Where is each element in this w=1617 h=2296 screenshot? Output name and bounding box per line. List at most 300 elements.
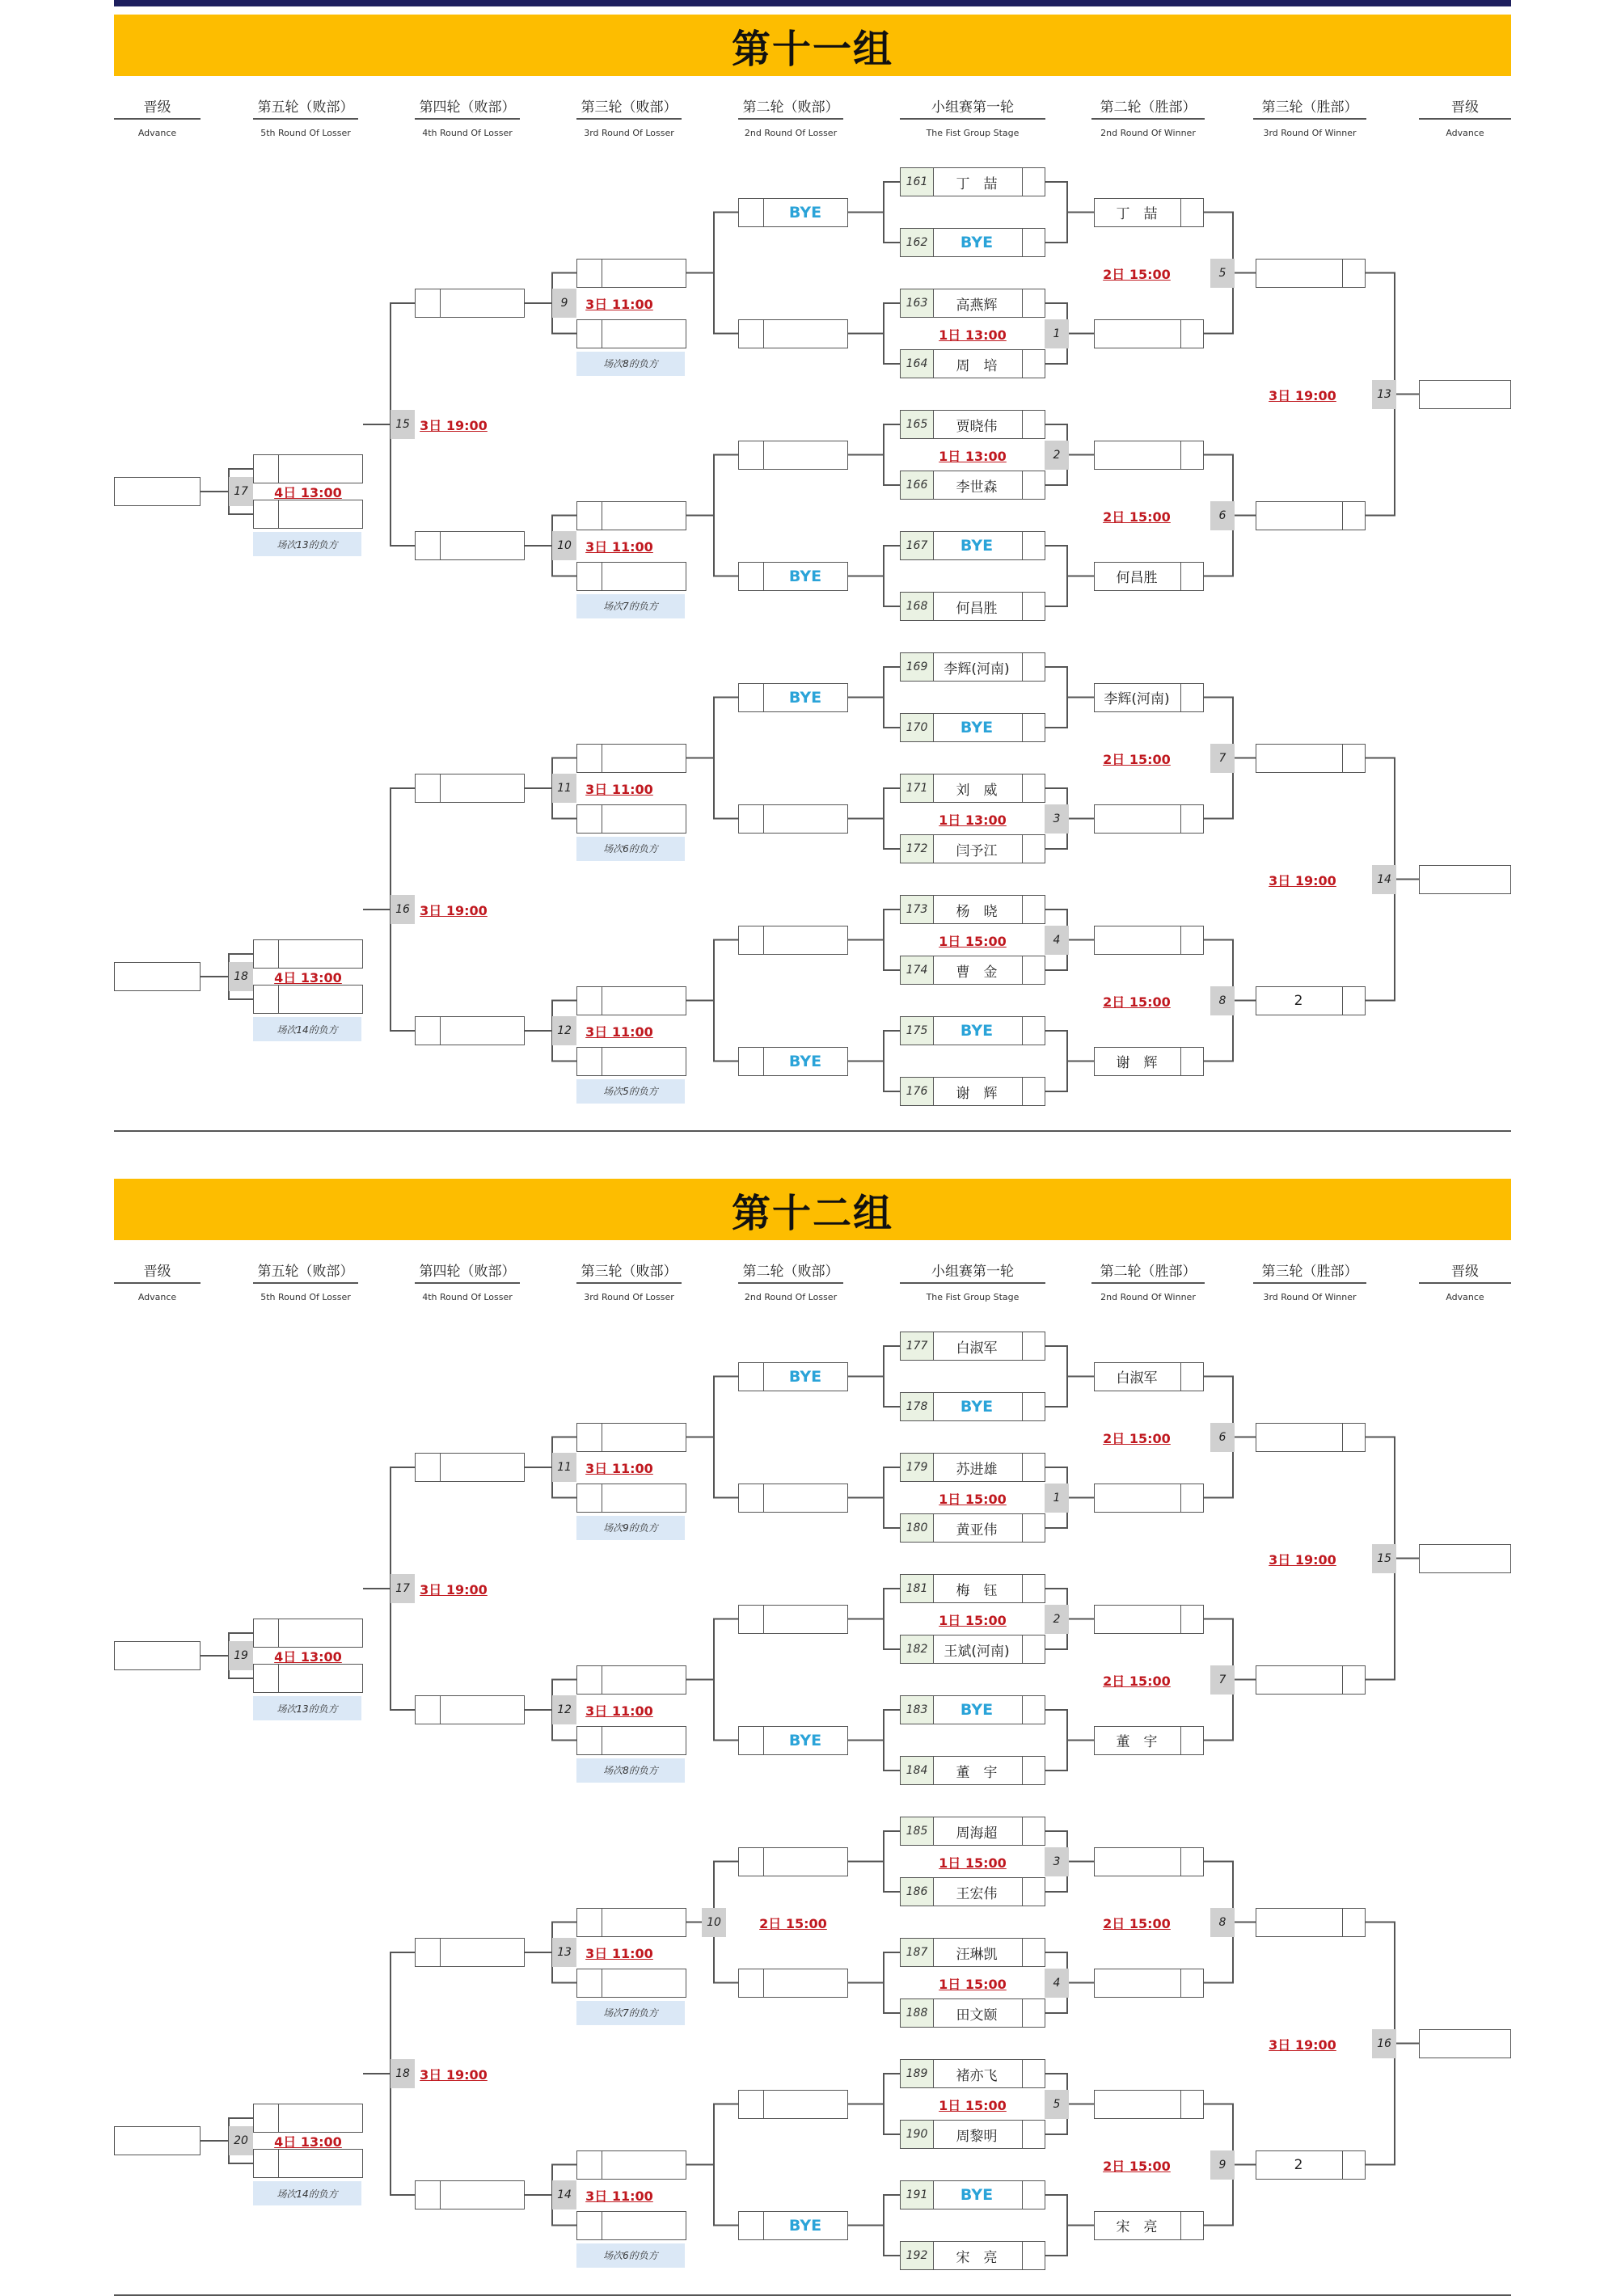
loser-r2-slot[interactable] <box>738 441 848 470</box>
match-time: 1日 15:00 <box>939 1612 1007 1628</box>
box-divider <box>1022 532 1023 559</box>
loser-source-note: 场次14的负方 <box>253 2181 361 2205</box>
loser-r3-slot[interactable] <box>576 319 686 348</box>
first-round-entry[interactable] <box>900 531 1045 560</box>
loser-r2-slot[interactable] <box>738 1047 848 1076</box>
match-time: 2日 15:00 <box>1103 266 1171 282</box>
match-number: 12 <box>552 1695 576 1724</box>
box-divider <box>278 986 279 1013</box>
loser-r3-slot[interactable] <box>576 2150 686 2180</box>
connector-line <box>848 910 900 970</box>
loser-r4-slot[interactable] <box>415 774 525 803</box>
first-round-entry[interactable] <box>900 2180 1045 2209</box>
connector-line <box>848 424 900 485</box>
advance-slot-right[interactable] <box>1419 2029 1511 2058</box>
loser-r3-slot[interactable] <box>576 1484 686 1513</box>
first-round-entry[interactable] <box>900 2120 1045 2149</box>
loser-r4-slot[interactable] <box>415 289 525 318</box>
loser-r3-slot[interactable] <box>576 744 686 773</box>
round-header-cn: 第四轮（败部） <box>419 99 516 116</box>
box-divider <box>1180 805 1181 833</box>
box-label <box>1095 320 1179 348</box>
winner-r2-slot[interactable] <box>1094 1847 1204 1876</box>
seed-number: 163 <box>901 289 934 317</box>
loser-r3-slot[interactable] <box>576 1969 686 1998</box>
box-divider <box>278 2104 279 2132</box>
box-label <box>602 1666 686 1694</box>
winner-r2-slot[interactable] <box>1094 1726 1204 1755</box>
player-name: 苏进雄 <box>956 1461 998 1478</box>
loser-r2-slot[interactable] <box>738 683 848 712</box>
loser-r2-slot[interactable] <box>738 2211 848 2240</box>
box-label <box>602 563 686 590</box>
round-header-cn: 第五轮（败部） <box>257 99 354 116</box>
loser-r2-slot[interactable] <box>738 1726 848 1755</box>
box-divider <box>1180 199 1181 226</box>
advance-slot-right[interactable] <box>1419 1544 1511 1573</box>
advance-slot-left[interactable] <box>114 1641 201 1670</box>
match-number: 18 <box>229 962 253 991</box>
box-divider <box>1180 563 1181 590</box>
box-divider <box>1180 1848 1181 1876</box>
player-name: 王宏伟 <box>956 1885 998 1902</box>
first-round-entry[interactable] <box>900 956 1045 985</box>
box-divider <box>1342 1666 1343 1694</box>
seed-number: 184 <box>901 1757 934 1784</box>
seed-number: 175 <box>901 1017 934 1045</box>
loser-r4-slot[interactable] <box>415 531 525 560</box>
first-round-entry[interactable] <box>900 834 1045 863</box>
match-number: 7 <box>1210 744 1235 773</box>
match-number: 14 <box>552 2180 576 2209</box>
round-header-cn: 小组赛第一轮 <box>931 1264 1014 1280</box>
box-label <box>602 805 686 833</box>
first-round-entry[interactable] <box>900 1077 1045 1106</box>
loser-r4-slot[interactable] <box>415 2180 525 2209</box>
player-name: 宋 亮 <box>956 2249 998 2266</box>
winner-r3-slot[interactable] <box>1256 259 1366 288</box>
box-label <box>763 926 847 954</box>
box-label <box>1095 2091 1179 2118</box>
winner-r2-slot[interactable] <box>1094 1969 1204 1998</box>
match-number: 6 <box>1210 501 1235 530</box>
loser-r5-slot[interactable] <box>253 939 363 969</box>
round-header-cn: 第五轮（败部） <box>257 1264 354 1280</box>
box-label <box>1095 441 1179 469</box>
loser-r3-slot[interactable] <box>576 804 686 834</box>
box-label: 何昌胜 <box>1116 570 1158 586</box>
match-number: 10 <box>702 1908 726 1937</box>
connector-line <box>1045 2195 1094 2256</box>
box-divider <box>1022 229 1023 256</box>
match-number: 11 <box>552 1453 576 1482</box>
box-divider <box>278 1619 279 1647</box>
first-round-entry[interactable] <box>900 1635 1045 1664</box>
seed-number: 177 <box>901 1332 934 1360</box>
player-name: 白淑军 <box>956 1340 998 1357</box>
connector-line <box>686 698 738 819</box>
first-round-entry[interactable] <box>900 2059 1045 2088</box>
box-label <box>1095 805 1179 833</box>
winner-r3-slot[interactable] <box>1256 501 1366 530</box>
loser-r3-slot[interactable] <box>576 1726 686 1755</box>
box-divider <box>1022 1635 1023 1663</box>
match-time: 3日 19:00 <box>420 418 488 433</box>
winner-r2-slot[interactable] <box>1094 2090 1204 2119</box>
match-number: 15 <box>1372 1544 1396 1573</box>
match-time: 3日 11:00 <box>585 1946 653 1961</box>
box-divider <box>1022 1454 1023 1481</box>
first-round-entry[interactable] <box>900 1695 1045 1724</box>
loser-source-note: 场次14的负方 <box>253 1017 361 1041</box>
match-time: 3日 19:00 <box>420 903 488 918</box>
box-divider <box>440 1939 441 1966</box>
seed-number: 190 <box>901 2121 934 2148</box>
round-header-en: 3rd Round Of Losser <box>584 128 674 138</box>
box-divider <box>1180 1048 1181 1075</box>
round-header-cn: 第三轮（败部） <box>581 1264 678 1280</box>
box-divider <box>1180 2212 1181 2239</box>
loser-r2-slot[interactable] <box>738 1484 848 1513</box>
loser-source-note: 场次7的负方 <box>576 594 685 618</box>
round-header-en: 4th Round Of Losser <box>422 1292 513 1302</box>
first-round-entry[interactable] <box>900 592 1045 621</box>
box-divider <box>1180 926 1181 954</box>
box-divider <box>1180 1727 1181 1754</box>
box-divider <box>1022 1939 1023 1966</box>
box-divider <box>278 455 279 483</box>
player-name: 闫予江 <box>956 842 998 859</box>
seed-number: 169 <box>901 653 934 681</box>
loser-r5-slot[interactable] <box>253 2104 363 2133</box>
connector-line <box>1045 1346 1094 1407</box>
round-header-cn: 第二轮（胜部） <box>1100 1264 1197 1280</box>
box-label <box>602 1484 686 1512</box>
match-time: 2日 15:00 <box>759 1915 827 1931</box>
box-divider <box>1022 1817 1023 1845</box>
box-divider <box>1022 350 1023 378</box>
box-divider <box>1180 1969 1181 1997</box>
seed-number: 181 <box>901 1575 934 1602</box>
box-label <box>602 1424 686 1451</box>
box-divider <box>1022 1575 1023 1602</box>
match-time: 3日 11:00 <box>585 1024 653 1040</box>
connector-line <box>848 788 900 849</box>
player-name: 黄亚伟 <box>956 1522 998 1538</box>
first-round-entry[interactable] <box>900 1513 1045 1543</box>
connector-line <box>848 1710 900 1771</box>
connector-line <box>686 940 738 1061</box>
first-round-entry[interactable] <box>900 1574 1045 1603</box>
seed-number: 188 <box>901 1999 934 2027</box>
first-round-entry[interactable] <box>900 1332 1045 1361</box>
box-divider <box>1022 956 1023 984</box>
seed-number: 162 <box>901 229 934 256</box>
loser-r4-slot[interactable] <box>415 1695 525 1724</box>
box-divider <box>1342 1909 1343 1936</box>
match-number: 2 <box>1045 1605 1069 1634</box>
match-time: 2日 15:00 <box>1103 1915 1171 1931</box>
loser-r5-slot[interactable] <box>253 500 363 529</box>
connector-line <box>686 455 738 576</box>
box-label <box>1256 1424 1340 1451</box>
first-round-entry[interactable] <box>900 1938 1045 1967</box>
connector-line <box>848 546 900 606</box>
winner-r2-slot[interactable] <box>1094 926 1204 955</box>
round-header-cn: 第二轮（胜部） <box>1100 99 1197 116</box>
winner-r2-slot[interactable] <box>1094 198 1204 227</box>
box-label: 谢 辉 <box>1116 1055 1158 1071</box>
loser-r3-slot[interactable] <box>576 562 686 591</box>
seed-number: 187 <box>901 1939 934 1966</box>
loser-r3-slot[interactable] <box>576 2211 686 2240</box>
advance-slot-right[interactable] <box>1419 865 1511 894</box>
first-round-entry[interactable] <box>900 1877 1045 1906</box>
winner-r3-slot[interactable] <box>1256 744 1366 773</box>
player-name: 汪琳凯 <box>956 1946 998 1963</box>
first-round-entry[interactable] <box>900 410 1045 439</box>
loser-r3-slot[interactable] <box>576 1665 686 1695</box>
round-header-underline <box>900 1282 1045 1284</box>
loser-r3-slot[interactable] <box>576 259 686 288</box>
seed-number: 171 <box>901 774 934 802</box>
loser-r2-slot[interactable] <box>738 1969 848 1998</box>
winner-r3-slot[interactable] <box>1256 986 1366 1015</box>
first-round-entry[interactable] <box>900 1998 1045 2028</box>
box-label <box>1095 1969 1179 1997</box>
loser-source-note: 场次8的负方 <box>576 1758 685 1783</box>
round-header-cn: 第二轮（败部） <box>742 99 839 116</box>
box-label <box>1095 1484 1179 1512</box>
match-number: 7 <box>1210 1665 1235 1695</box>
match-number: 12 <box>552 1016 576 1045</box>
box-label <box>763 441 847 469</box>
loser-source-note: 场次13的负方 <box>253 1696 361 1720</box>
box-label <box>602 1909 686 1936</box>
connector-line <box>848 2074 900 2134</box>
box-divider <box>1342 260 1343 287</box>
box-label: 李辉(河南) <box>1104 691 1170 707</box>
match-number: 5 <box>1045 2090 1069 2119</box>
box-label <box>1095 1848 1179 1876</box>
box-divider <box>1022 168 1023 196</box>
loser-r2-slot[interactable] <box>738 2090 848 2119</box>
box-divider <box>1022 774 1023 802</box>
seed-number: 168 <box>901 593 934 620</box>
loser-r3-slot[interactable] <box>576 986 686 1015</box>
player-name: 何昌胜 <box>956 600 998 617</box>
box-divider <box>1022 2060 1023 2087</box>
match-time: 2日 15:00 <box>1103 751 1171 767</box>
seed-number: 172 <box>901 835 934 863</box>
winner-r3-slot[interactable] <box>1256 1665 1366 1695</box>
round-header-en: Advance <box>137 128 177 138</box>
winner-r2-slot[interactable] <box>1094 1484 1204 1513</box>
round-header-cn: 第二轮（败部） <box>742 1264 839 1280</box>
seed-number: 178 <box>901 1393 934 1420</box>
box-label: 白淑军 <box>1116 1370 1158 1386</box>
match-time: 1日 15:00 <box>939 1976 1007 1992</box>
match-number: 17 <box>391 1574 415 1603</box>
first-round-entry[interactable] <box>900 713 1045 742</box>
match-time: 3日 11:00 <box>585 1461 653 1476</box>
match-number: 1 <box>1045 319 1069 348</box>
first-round-entry[interactable] <box>900 349 1045 378</box>
box-label <box>1256 745 1340 772</box>
player-name: 董 宇 <box>956 1764 998 1781</box>
box-label <box>602 2151 686 2179</box>
group-title-banner: 第十一组 <box>114 15 1511 76</box>
round-header-underline <box>738 118 843 120</box>
match-time: 4日 13:00 <box>274 970 342 986</box>
connector-line <box>686 1619 738 1741</box>
first-round-entry[interactable] <box>900 471 1045 500</box>
box-label <box>602 320 686 348</box>
loser-r5-slot[interactable] <box>253 985 363 1014</box>
advance-slot-left[interactable] <box>114 2126 201 2155</box>
match-time: 1日 13:00 <box>939 812 1007 828</box>
match-number: 19 <box>229 1641 253 1670</box>
player-name: 王斌(河南) <box>944 1643 1010 1660</box>
player-name: 李世森 <box>956 479 998 496</box>
winner-r2-slot[interactable] <box>1094 2211 1204 2240</box>
box-label: BYE <box>788 688 822 707</box>
box-label: BYE <box>788 1367 822 1386</box>
box-label: BYE <box>788 203 822 222</box>
seed-number: 179 <box>901 1454 934 1481</box>
loser-r2-slot[interactable] <box>738 1605 848 1634</box>
first-round-entry[interactable] <box>900 1453 1045 1482</box>
box-label <box>602 1969 686 1997</box>
match-time: 3日 11:00 <box>585 2188 653 2204</box>
loser-r2-slot[interactable] <box>738 562 848 591</box>
seed-number: 173 <box>901 896 934 923</box>
box-divider <box>278 1665 279 1692</box>
winner-r2-slot[interactable] <box>1094 804 1204 834</box>
loser-r5-slot[interactable] <box>253 454 363 483</box>
loser-r4-slot[interactable] <box>415 1453 525 1482</box>
loser-r2-slot[interactable] <box>738 198 848 227</box>
round-header-cn: 晋级 <box>1451 1264 1479 1280</box>
first-round-entry[interactable] <box>900 2241 1045 2270</box>
box-divider <box>1022 714 1023 741</box>
winner-r2-slot[interactable] <box>1094 319 1204 348</box>
round-header-cn: 晋级 <box>1451 99 1479 116</box>
box-divider <box>440 1696 441 1724</box>
winner-r2-slot[interactable] <box>1094 1605 1204 1634</box>
round-header-en: 5th Round Of Losser <box>260 1292 351 1302</box>
match-time: 1日 15:00 <box>939 1855 1007 1871</box>
loser-r3-slot[interactable] <box>576 1423 686 1452</box>
connector-line <box>848 1031 900 1091</box>
match-number: 15 <box>391 410 415 439</box>
winner-r2-slot[interactable] <box>1094 1362 1204 1391</box>
winner-r3-slot[interactable] <box>1256 1908 1366 1937</box>
winner-r3-slot[interactable] <box>1256 2150 1366 2180</box>
winner-r3-slot[interactable] <box>1256 1423 1366 1452</box>
loser-r3-slot[interactable] <box>576 501 686 530</box>
loser-r3-slot[interactable] <box>576 1908 686 1937</box>
box-divider <box>1022 653 1023 681</box>
loser-r2-slot[interactable] <box>738 1362 848 1391</box>
round-header-underline <box>1091 118 1205 120</box>
loser-r5-slot[interactable] <box>253 1619 363 1648</box>
box-label: 2 <box>1294 2156 1303 2173</box>
player-name: 丁 喆 <box>956 175 998 192</box>
player-name: 高燕辉 <box>956 297 998 314</box>
first-round-entry[interactable] <box>900 1817 1045 1846</box>
match-number: 13 <box>1372 380 1396 409</box>
loser-r2-slot[interactable] <box>738 1847 848 1876</box>
first-round-entry[interactable] <box>900 1392 1045 1421</box>
loser-r4-slot[interactable] <box>415 1938 525 1967</box>
round-header-underline <box>114 118 201 120</box>
round-header-en: 5th Round Of Losser <box>260 128 351 138</box>
box-divider <box>1180 1606 1181 1633</box>
winner-r2-slot[interactable] <box>1094 683 1204 712</box>
box-divider <box>1022 289 1023 317</box>
player-name: 曹 金 <box>956 964 998 981</box>
loser-r5-slot[interactable] <box>253 1664 363 1693</box>
box-label <box>602 987 686 1015</box>
connector-line <box>1045 667 1094 728</box>
match-number: 16 <box>391 895 415 924</box>
connector-line <box>848 1346 900 1407</box>
round-header-cn: 第三轮（胜部） <box>1261 99 1358 116</box>
winner-r2-slot[interactable] <box>1094 1047 1204 1076</box>
match-time: 3日 11:00 <box>585 297 653 312</box>
player-name: 周黎明 <box>956 2128 998 2145</box>
advance-slot-left[interactable] <box>114 477 201 506</box>
winner-r2-slot[interactable] <box>1094 441 1204 470</box>
loser-r2-slot[interactable] <box>738 926 848 955</box>
advance-slot-right[interactable] <box>1419 380 1511 409</box>
round-header-underline <box>738 1282 843 1284</box>
first-round-entry[interactable] <box>900 1756 1045 1785</box>
match-time: 2日 15:00 <box>1103 2158 1171 2174</box>
first-round-entry[interactable] <box>900 774 1045 803</box>
loser-r2-slot[interactable] <box>738 319 848 348</box>
loser-r5-slot[interactable] <box>253 2149 363 2178</box>
round-header-en: The Fist Group Stage <box>926 1292 1020 1302</box>
box-label: BYE <box>788 1052 822 1070</box>
first-round-entry[interactable] <box>900 652 1045 682</box>
box-label: BYE <box>788 567 822 585</box>
loser-r2-slot[interactable] <box>738 804 848 834</box>
first-round-entry[interactable] <box>900 167 1045 196</box>
box-label <box>602 502 686 530</box>
first-round-entry[interactable] <box>900 895 1045 924</box>
connector-line <box>848 182 900 243</box>
round-header-cn: 晋级 <box>143 1264 171 1280</box>
match-time: 3日 19:00 <box>1269 872 1336 888</box>
advance-slot-left[interactable] <box>114 962 201 991</box>
loser-r3-slot[interactable] <box>576 1047 686 1076</box>
match-time: 4日 13:00 <box>274 485 342 500</box>
box-divider <box>1022 835 1023 863</box>
box-label: 宋 亮 <box>1116 2219 1158 2235</box>
round-header-underline <box>253 1282 358 1284</box>
first-round-entry[interactable] <box>900 289 1045 318</box>
first-round-entry[interactable] <box>900 1016 1045 1045</box>
round-header-en: Advance <box>137 1292 177 1302</box>
loser-r4-slot[interactable] <box>415 1016 525 1045</box>
match-time: 4日 13:00 <box>274 1649 342 1665</box>
first-round-entry[interactable] <box>900 228 1045 257</box>
player-name: BYE <box>960 719 994 736</box>
winner-r2-slot[interactable] <box>1094 562 1204 591</box>
match-time: 1日 13:00 <box>939 327 1007 343</box>
